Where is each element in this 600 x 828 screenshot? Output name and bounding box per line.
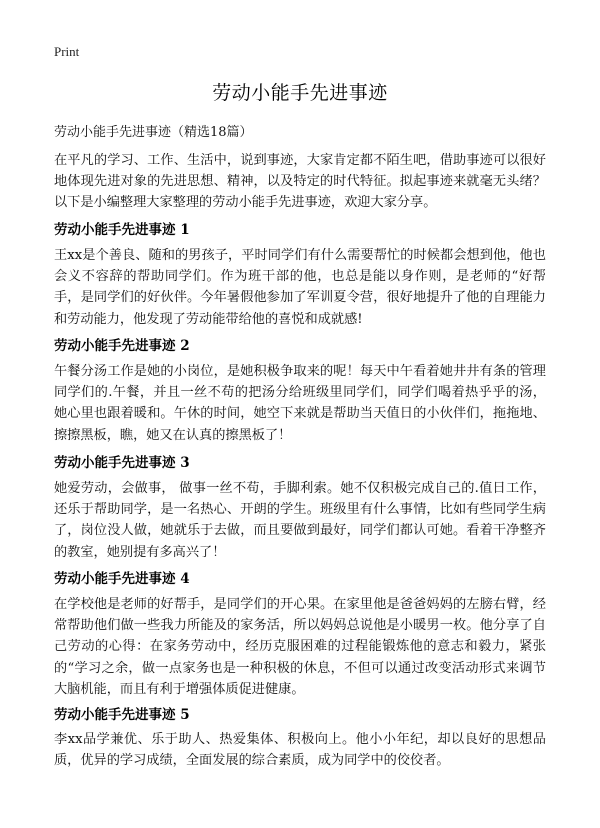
subtitle: 劳动小能手先进事迹（精选18篇）: [54, 125, 253, 140]
section-heading-3: 劳动小能手先进事迹 3: [54, 455, 190, 471]
section-heading-2: 劳动小能手先进事迹 2: [54, 338, 190, 354]
section-heading-1: 劳动小能手先进事迹 1: [54, 222, 190, 238]
section-body-2: 午餐分汤工作是她的小岗位，是她积极争取来的呢！每天中午看着她井井有条的管理同学们的.午餐，并且一丝不苟的把汤分给班级里同学们，同学们喝着热乎乎的汤，她心里也跟着暖和。午休的时间，她空下来就是帮助当天值日的小伙伴们，拖拖地、擦擦黑板，瞧，她又在认真的擦黑板了！: [54, 364, 546, 443]
page-title: 劳动小能手先进事迹: [212, 82, 388, 104]
section-body-4: 在学校他是老师的好帮手，是同学们的开心果。在家里他是爸爸妈妈的左膀右臂，经常帮助他们做一些我力所能及的家务活，所以妈妈总说他是小暖男一枚。他分享了自己劳动的心得：在家务劳动中，经历克服困难的过程能锻炼他的意志和毅力，紧张的“学习之余，做一点家务也是一种积极的休息，不但可以通过改变活动形式来调节大脑机能，而且有利于增强体质促进健康。: [54, 597, 546, 697]
section-heading-5: 劳动小能手先进事迹 5: [54, 707, 190, 723]
section-body-3: 她爱劳动，会做事， 做事一丝不苟，手脚利索。她不仅积极完成自己的.值日工作，还乐于帮助同学，是一名热心、开朗的学生。班级里有什么事情，比如有些同学生病了，岗位没人做，她就乐于去做，而且要做到最好，同学们都认可她。看着干净整齐的教室，她别提有多高兴了！: [54, 481, 546, 560]
section-body-1: 王xx是个善良、随和的男孩子，平时同学们有什么需要帮忙的时候都会想到他，他也会义不容辞的帮助同学们。作为班干部的他，也总是能以身作则，是老师的“好帮手，是同学们的好伙伴。今年暑假他参加了军训夏令营，很好地提升了他的自理能力和劳动能力，他发现了劳动能带给他的喜悦和成就感!: [54, 248, 546, 327]
print-link[interactable]: Print: [54, 44, 80, 59]
section-body-5: 李xx品学兼优、乐于助人、热爱集体、积极向上。他小小年纪，却以良好的思想品质，优异的学习成绩，全面发展的综合素质，成为同学中的佼佼者。: [54, 732, 546, 769]
intro-paragraph: 在平凡的学习、工作、生活中，说到事迹，大家肯定都不陌生吧，借助事迹可以很好地体现先进对象的先进思想、精神，以及特定的时代特征。拟起事迹来就毫无头绪？以下是小编整理大家整理的劳动小能手先进事迹，欢迎大家分享。: [54, 153, 546, 211]
section-heading-4: 劳动小能手先进事迹 4: [54, 571, 190, 587]
